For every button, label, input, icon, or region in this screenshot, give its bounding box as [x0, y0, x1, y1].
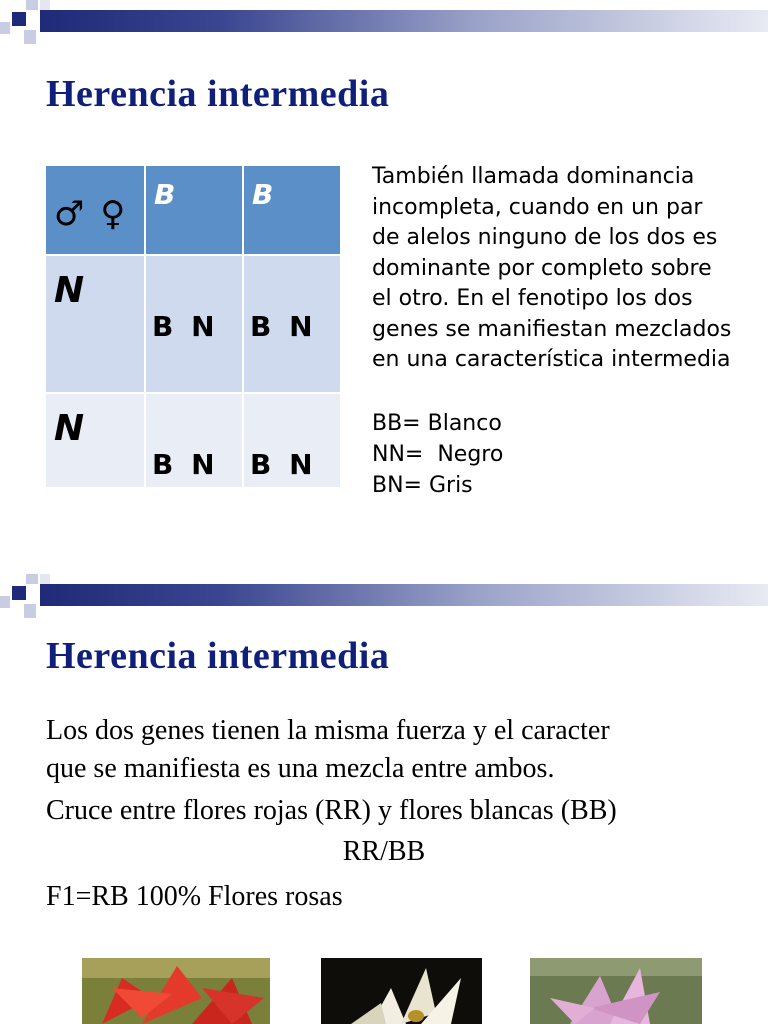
- decor-square: [26, 574, 38, 584]
- description-line: de alelos ninguno de los dos es: [372, 225, 718, 250]
- description-text: [372, 162, 752, 376]
- decor-square: [12, 12, 26, 26]
- punnett-row-label-cell: [46, 256, 144, 392]
- f1-result: F1=RB 100% Flores rosas: [46, 881, 343, 912]
- decor-square: [0, 596, 10, 608]
- white-flower-image: [321, 958, 482, 1024]
- row-allele: N: [54, 408, 85, 449]
- punnett-header-cell: [244, 166, 340, 254]
- genotype: B N: [152, 448, 215, 481]
- header-decoration: [0, 0, 768, 46]
- description-line: el otro. En el fenotipo los dos: [372, 286, 693, 311]
- header-gradient-bar: [40, 584, 768, 606]
- punnett-row: [46, 394, 340, 487]
- punnett-cell: [244, 256, 340, 392]
- punnett-cell: [244, 394, 340, 487]
- slide-2: [0, 574, 768, 1024]
- decor-square: [24, 30, 36, 44]
- genotype: B N: [250, 448, 313, 481]
- pink-flower-photo: [530, 958, 702, 1024]
- description-line: genes se manifiestan mezclados: [372, 316, 732, 342]
- decor-square: [40, 574, 50, 584]
- decor-square: [0, 22, 10, 34]
- decor-square: [0, 0, 18, 12]
- decor-square: [40, 0, 50, 10]
- phenotype-legend: [372, 408, 503, 501]
- slide-title: Herencia intermedia: [46, 73, 390, 115]
- pink-flower-image: [530, 958, 702, 1024]
- legend-item: BB= Blanco: [372, 411, 502, 436]
- legend-item: NN= Negro: [372, 442, 504, 467]
- row-allele: N: [54, 270, 85, 311]
- decor-square: [26, 0, 38, 10]
- punnett-cell: [146, 394, 242, 487]
- description-line: dominante por completo sobre: [372, 255, 712, 281]
- decor-square: [0, 574, 18, 586]
- red-flower-image: [82, 958, 270, 1024]
- decor-square: [24, 604, 36, 618]
- paragraph-line: que se manifiesta es una mezcla entre ambos.: [46, 753, 555, 784]
- legend-item: BN= Gris: [372, 473, 473, 498]
- paragraph-line: Los dos genes tienen la misma fuerza y el caracter: [46, 715, 610, 746]
- header-gradient-bar: [40, 10, 768, 32]
- decor-square: [12, 586, 26, 600]
- header-decoration: [0, 574, 768, 620]
- header-allele: B: [252, 178, 274, 211]
- punnett-row: [46, 256, 340, 392]
- description-line: También llamada dominancia: [372, 164, 695, 189]
- punnett-header-row: [46, 166, 340, 254]
- punnett-cell: [146, 256, 242, 392]
- male-female-icon: ♂ ♀: [54, 194, 128, 234]
- punnett-corner: [46, 166, 144, 254]
- description-line: en una característica intermedia: [372, 347, 731, 372]
- cross-notation: RR/BB: [342, 836, 426, 867]
- punnett-square: [44, 164, 342, 489]
- cross-line: Cruce entre flores rojas (RR) y flores blancas (BB): [46, 795, 617, 826]
- punnett-header-cell: [146, 166, 242, 254]
- genotype: B N: [250, 310, 313, 343]
- header-allele: B: [154, 178, 176, 211]
- description-line: incompleta, cuando en un par: [372, 194, 703, 220]
- genotype: B N: [152, 310, 215, 343]
- white-flower-photo: [321, 958, 482, 1024]
- red-flower-photo: [82, 958, 270, 1024]
- punnett-row-label-cell: [46, 394, 144, 487]
- slide-title: Herencia intermedia: [46, 635, 390, 677]
- paragraph: [46, 712, 610, 788]
